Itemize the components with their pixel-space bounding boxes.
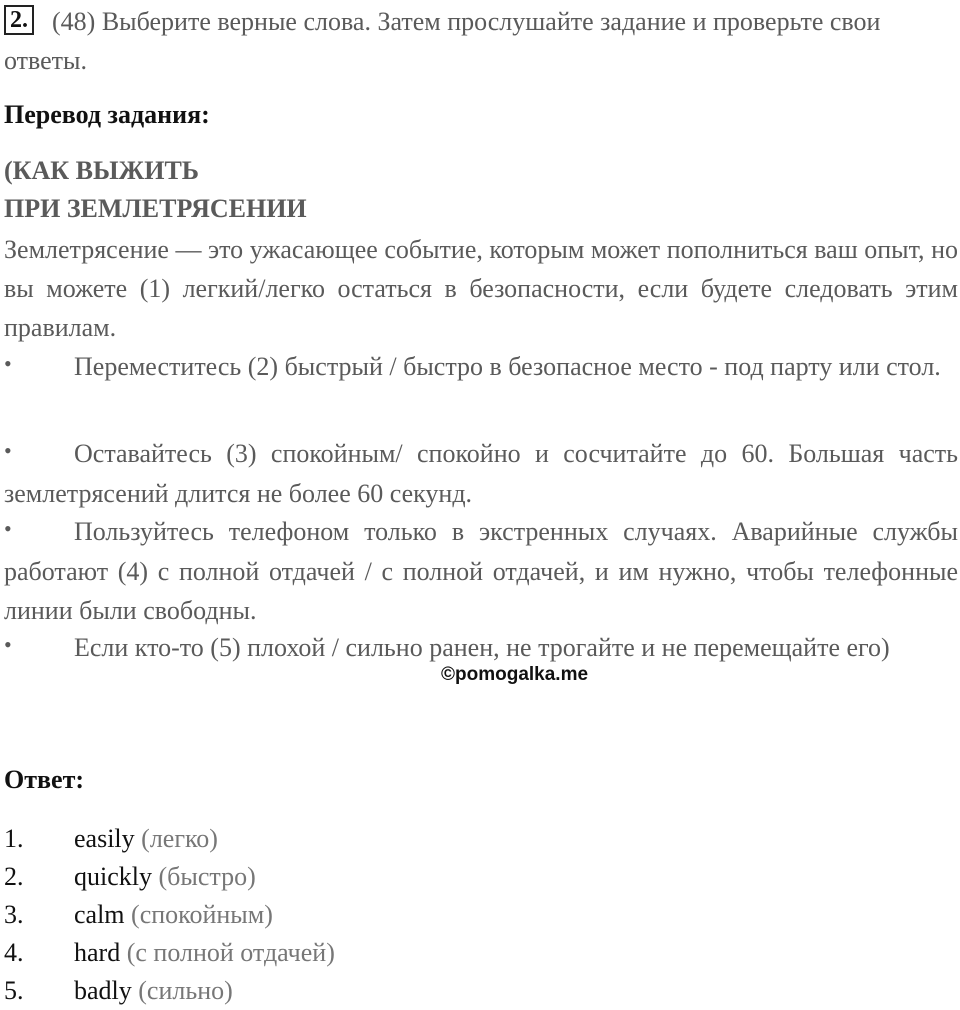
bullet-icon: •	[4, 516, 12, 541]
answer-heading: Ответ:	[4, 765, 85, 794]
translation-heading: Перевод задания:	[4, 100, 210, 129]
answer-translation: (спокойным)	[131, 900, 273, 929]
answer-word: quickly	[74, 862, 152, 891]
answer-word: calm	[74, 900, 125, 929]
answer-number: 3.	[4, 900, 24, 929]
task-number-box: 2.	[4, 5, 34, 35]
answer-item-3	[4, 896, 904, 934]
answer-number: 5.	[4, 976, 24, 1005]
intro-paragraph: Землетрясение — это ужасающее событие, которым может пополниться ваш опыт, но вы можете (1) легкий/легко остаться в безопасности, если будете следовать этим правилам.	[4, 235, 958, 342]
text-title-line-1: (КАК ВЫЖИТЬ	[4, 156, 199, 185]
answer-translation: (с полной отдачей)	[126, 938, 335, 967]
answer-item-5	[4, 972, 904, 1010]
watermark-text: ©pomogalka.me	[441, 664, 589, 685]
answer-number: 4.	[4, 938, 24, 967]
bullet-icon: •	[4, 632, 12, 657]
bullet-text: Оставайтесь (3) спокойным/ спокойно и сосчитайте до 60. Большая часть землетрясений длится не более 60 секунд.	[4, 439, 958, 508]
answer-list	[4, 820, 904, 1010]
text-title-line-2: ПРИ ЗЕМЛЕТРЯСЕНИИ	[4, 194, 307, 223]
bullet-icon: •	[4, 438, 12, 463]
answer-translation: (быстро)	[158, 862, 256, 891]
bullet-text: Пользуйтесь телефоном только в экстренных случаях. Аварийные службы работают (4) с полной отдачей / с полной отдачей, и им нужно, чтобы телефонные линии были свободны.	[4, 517, 958, 625]
bullet-item-3	[4, 512, 958, 630]
answer-number: 2.	[4, 862, 24, 891]
task-instruction	[4, 2, 954, 80]
answer-translation: (легко)	[141, 824, 218, 853]
answer-item-1	[4, 820, 904, 858]
answer-word: easily	[74, 824, 135, 853]
bullet-item-1	[4, 347, 958, 387]
bullet-icon: •	[4, 351, 12, 376]
bullet-item-2	[4, 434, 958, 513]
bullet-item-4	[4, 628, 958, 668]
answer-item-4	[4, 934, 904, 972]
answer-item-2	[4, 858, 904, 896]
answer-number: 1.	[4, 824, 24, 853]
task-instruction-text: (48) Выберите верные слова. Затем прослушайте задание и проверьте свои ответы.	[4, 7, 881, 75]
answer-word: badly	[74, 976, 132, 1005]
bullet-text: Если кто-то (5) плохой / сильно ранен, не трогайте и не перемещайте его)	[74, 633, 890, 662]
answer-translation: (сильно)	[138, 976, 233, 1005]
bullet-text: Переместитесь (2) быстрый / быстро в безопасное место - под парту или стол.	[74, 352, 941, 381]
answer-word: hard	[74, 938, 121, 967]
